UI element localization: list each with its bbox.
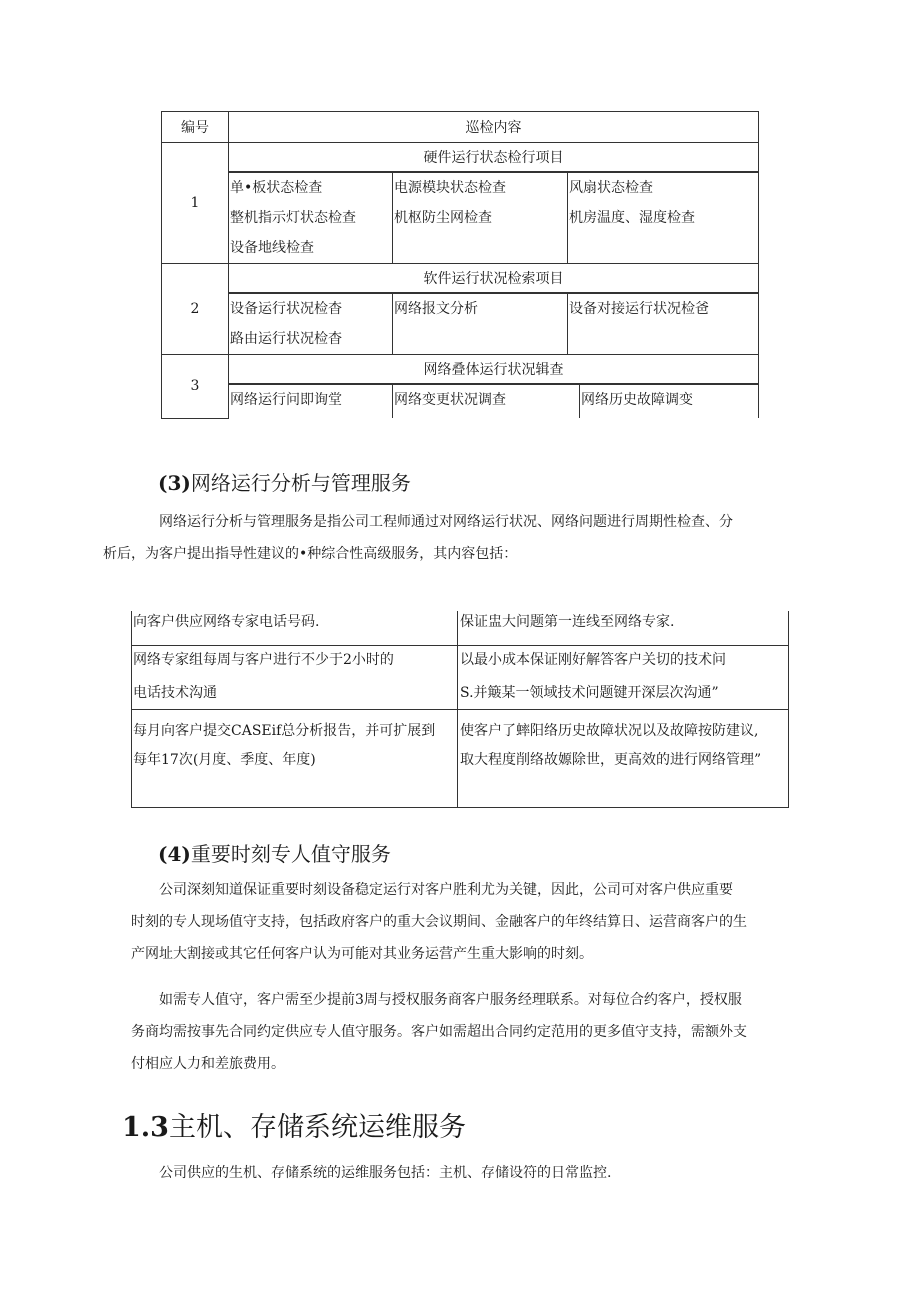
group-title: 网络叠体运行状况辑查 xyxy=(229,355,759,384)
table-row xyxy=(229,172,758,203)
group-3-title-row xyxy=(162,355,759,384)
table-cell: 网络历史故障调变 xyxy=(579,385,758,418)
table-cell xyxy=(567,324,758,354)
service-row-3-left-line2: 每年17次(月度、季度、年度) xyxy=(133,752,316,768)
inspection-table xyxy=(161,111,759,419)
service-row-1-right: 保证盅大问题第一连线至网络专家. xyxy=(460,614,675,630)
table-cell xyxy=(567,233,758,263)
paragraph-line: 产网址大割接或其它任何客户认为可能对其业务运营产生重大影响的时刻。 xyxy=(131,946,593,962)
paragraph-line: 公司深刻知道保证重要时刻设备稳定运行对客户胜利尤为关键，因此，公司可对客户供应重要 xyxy=(159,882,733,898)
section-3-number: (3) xyxy=(158,471,191,495)
table-cell xyxy=(392,324,567,354)
section-4-title: 重要时刻专人值守服务 xyxy=(190,842,391,866)
table-cell xyxy=(392,233,567,263)
service-row-2-right-line2: S.并簸某一领域技术问题键开深层次沟通” xyxy=(460,685,719,701)
group-title: 软件运行状况检索项目 xyxy=(229,264,759,293)
service-row-2-left-line1: 网络专家组每周与客户进行不少于2小时的 xyxy=(133,652,394,668)
table-cell: 机房温度、湿度检查 xyxy=(567,203,758,233)
section-3-heading xyxy=(158,467,411,496)
section-1-3-heading xyxy=(122,1105,466,1144)
table-row xyxy=(229,203,758,233)
paragraph-line: 时刻的专人现场值守支持，包括政府客户的重大会议期间、金融客户的年终结算日、运营商客户的生 xyxy=(131,914,747,930)
section-1-3-title: 主机、存储系统运维服务 xyxy=(168,1112,466,1143)
table-header-row xyxy=(162,112,759,143)
group-1-items xyxy=(162,172,759,264)
section-4-heading xyxy=(158,838,391,867)
section-3-paragraph xyxy=(103,506,811,570)
table-row xyxy=(229,324,758,354)
table-cell: 网络变更状况调查 xyxy=(392,385,579,418)
paragraph-line: 网络运行分析与管理服务是指公司工程师通过对网络运行状况、网络问题进行周期性检查、分 xyxy=(159,514,733,530)
table-cell: 设备地线检查 xyxy=(230,240,314,256)
table-row xyxy=(229,233,758,263)
group-3-items xyxy=(162,384,759,419)
group-title: 硬件运行状态检行项目 xyxy=(229,143,759,172)
service-row-3-left-line1: 每月向客户提交CASEif总分析报告，并可扩展到 xyxy=(133,723,436,739)
table-cell: 网络报文分析 xyxy=(392,294,567,324)
section-4-number: (4) xyxy=(158,842,191,866)
table-row xyxy=(229,384,758,418)
table-cell: 风扇状态检查 xyxy=(567,173,758,203)
section-4-paragraph-1 xyxy=(131,874,831,970)
header-number: 编号 xyxy=(162,112,229,143)
group-1-title-row xyxy=(162,143,759,172)
table-cell: 单•板状态检查 xyxy=(230,180,323,196)
paragraph-line: 析后，为客户提出指导性建议的•种综合性高级服务，其内容包括： xyxy=(103,546,518,562)
section-1-3-paragraph: 公司供应的生机、存储系统的运维服务包括：主机、存储设符的日常监控. xyxy=(159,1165,612,1181)
service-row-3-right-line1: 使客户了蟀阳络历史故障状况以及故障按防建议, xyxy=(460,723,759,739)
table-cell: 电源模块状态检查 xyxy=(392,173,567,203)
service-row-2-left-line2: 电话技术沟通 xyxy=(133,685,217,701)
group-number: 3 xyxy=(162,355,229,419)
table-cell: 整机指示灯状态检查 xyxy=(230,210,356,226)
paragraph-line: 务商均需按事先合同约定供应专人值守服务。客户如需超出合同约定范用的更多值守支持，需额外支 xyxy=(131,1024,747,1040)
table-cell: 机枢防尘网检查 xyxy=(392,203,567,233)
table-cell: 路由运行状况检杳 xyxy=(230,331,342,347)
service-table xyxy=(131,611,789,808)
section-4-paragraph-2 xyxy=(131,984,831,1080)
paragraph-line: 如需专人值守，客户需至少提前3周与授权服务商客户服务经理联系。对每位合约客户，授权服 xyxy=(159,992,742,1008)
table-cell: 网络运行问即询堂 xyxy=(230,392,342,408)
group-number: 2 xyxy=(162,264,229,355)
service-row-2-right-line1: 以最小成本保证刚好解答客户关切的技术问 xyxy=(460,652,726,668)
table-row xyxy=(229,293,758,324)
table-cell: 设备对接运行状况检爸 xyxy=(567,294,758,324)
section-1-3-number: 1.3 xyxy=(122,1112,169,1143)
service-row-3-right-line2: 取大程度削络故嫄除世，更高效的进行网络管理” xyxy=(460,752,762,768)
group-number: 1 xyxy=(162,143,229,264)
service-row-1-left: 向客户供应网络专家电话号码. xyxy=(133,614,320,630)
paragraph-line: 付相应人力和差旅费用。 xyxy=(131,1056,285,1072)
table-cell: 设备运行状况检杳 xyxy=(230,301,342,317)
section-3-title: 网络运行分析与管理服务 xyxy=(190,471,411,495)
group-2-items xyxy=(162,293,759,355)
group-2-title-row xyxy=(162,264,759,293)
header-content: 巡检内容 xyxy=(229,112,759,143)
